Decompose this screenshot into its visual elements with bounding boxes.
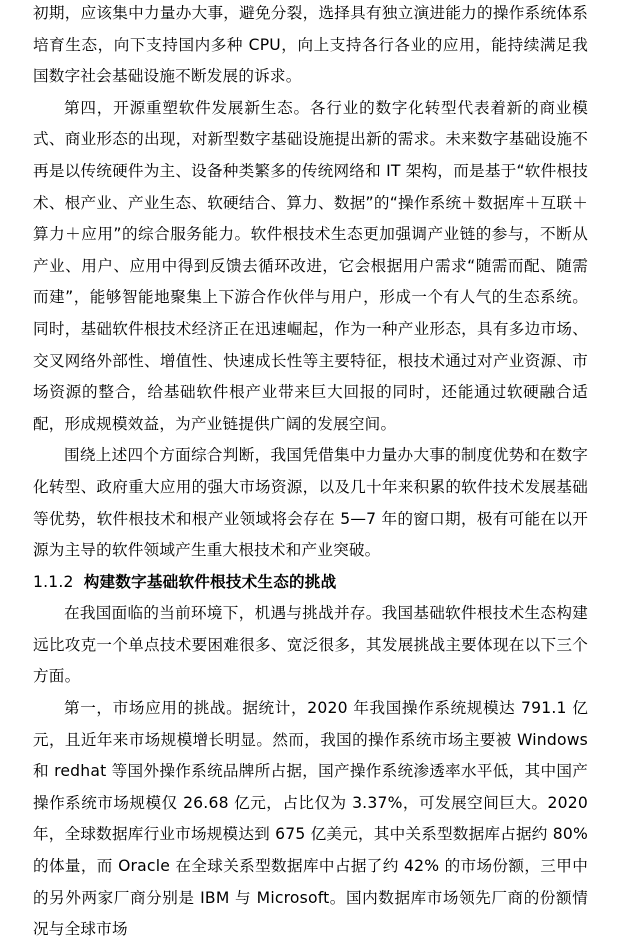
- paragraph-fourth-point: 第四，开源重塑软件发展新生态。各行业的数字化转型代表着新的商业模式、商业形态的出现，对新型数字基础设施提出新的需求。未来数字基础设施不再是以传统硬件为主、设备种类繁多的传统网络和 IT 架构，而是基于“软件根技术、根产业、产业生态、软硬结合、算力、数据”的“操作系统＋数据库＋互联＋算力＋应用”的综合服务能力。软件根技术生态更加强调产业链的参与，不断从产业、用户、应用中得到反馈去循环改进，它会根据用户需求“随需而配、随需而建”，能够智能地聚集上下游合作伙伴与用户，形成一个有人气的生态系统。同时，基础软件根技术经济正在迅速崛起，作为一种产业形态，具有多边市场、交叉网络外部性、增值性、快速成长性等主要特征，根技术通过对产业资源、市场资源的整合，给基础软件根产业带来巨大回报的同时，还能通过软硬融合适配，形成规模效益，为产业链提供广阔的发展空间。: [33, 98, 588, 433]
- section-number: 1.1.2: [33, 572, 74, 591]
- section-heading: [33, 567, 588, 599]
- section-title: 构建数字基础软件根技术生态的挑战: [83, 572, 337, 591]
- paragraph-continued: 初期，应该集中力量办大事，避免分裂，选择具有独立演进能力的操作系统体系培育生态，向下支持国内多种 CPU，向上支持各行各业的应用，能持续满足我国数字社会基础设施不断发展的诉求。: [33, 4, 588, 86]
- paragraph-challenges-intro: 在我国面临的当前环境下，机遇与挑战并存。我国基础软件根技术生态构建远比攻克一个单点技术要困难很多、宽泛很多，其发展挑战主要体现在以下三个方面。: [33, 604, 588, 686]
- paragraph-market-challenge: 第一，市场应用的挑战。据统计，2020 年我国操作系统规模达 791.1 亿元，且近年来市场规模增长明显。然而，我国的操作系统市场主要被 Windows 和 redhat 等国外操作系统品牌所占据，国产操作系统渗透率水平低，其中国产操作系统市场规模仅 26.68 亿元，占比仅为 3.37%，可发展空间巨大。2020 年，全球数据库行业市场规模达到 675 亿美元，其中关系型数据库占据约 80% 的体量，而 Oracle 在全球关系型数据库中占据了约 42% 的市场份额，三甲中的另外两家厂商分别是 IBM 与 Microsoft。国内数据库市场领先厂商的份额情况与全球市场: [33, 699, 588, 939]
- paragraph-summary: 围绕上述四个方面综合判断，我国凭借集中力量办大事的制度优势和在数字化转型、政府重大应用的强大市场资源，以及几十年来积累的软件技术发展基础等优势，软件根技术和根产业领域将会存在 5—7 年的窗口期，极有可能在以开源为主导的软件领域产生重大根技术和产业突破。: [33, 446, 588, 560]
